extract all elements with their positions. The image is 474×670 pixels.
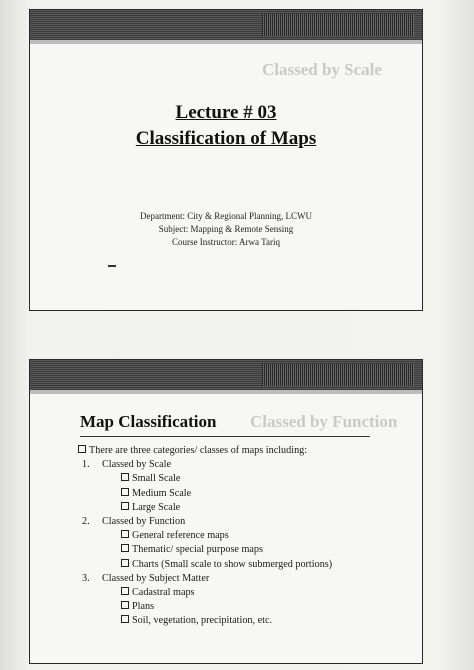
checkbox-bullet-icon xyxy=(121,502,129,510)
list-item: Large Scale xyxy=(78,501,412,515)
slide-map-classification xyxy=(29,359,423,664)
group-number: 3. xyxy=(82,572,90,584)
list-intro: There are three categories/ classes of maps including: xyxy=(78,444,412,458)
checkbox-bullet-icon xyxy=(78,445,86,453)
list-item: Soil, vegetation, precipitation, etc. xyxy=(78,614,412,628)
heading-underline xyxy=(80,436,370,437)
group-function xyxy=(78,515,412,529)
slide-heading: Map Classification xyxy=(80,412,217,431)
group-subject-matter xyxy=(78,572,412,586)
slide-header-divider xyxy=(30,40,422,44)
slide-header-divider xyxy=(30,390,422,394)
checkbox-bullet-icon xyxy=(121,615,129,623)
list-item: Medium Scale xyxy=(78,487,412,501)
lecture-title xyxy=(30,100,422,152)
list-item: Charts (Small scale to show submerged portions) xyxy=(78,558,412,572)
instructor-text: Course Instructor: Arwa Tariq xyxy=(172,237,280,247)
checkbox-bullet-icon xyxy=(121,488,129,496)
lecture-topic: Classification of Maps xyxy=(135,128,317,149)
checkbox-bullet-icon xyxy=(121,587,129,595)
checkbox-bullet-icon xyxy=(121,473,129,481)
classification-list xyxy=(78,444,412,629)
checkbox-bullet-icon xyxy=(121,559,129,567)
lecture-number: Lecture # 03 xyxy=(175,102,277,123)
list-item: Small Scale xyxy=(78,472,412,486)
group-label: Classed by Function xyxy=(102,516,186,528)
slide-title xyxy=(29,9,423,311)
slide-header-bar xyxy=(30,10,422,40)
slide-header-bar xyxy=(30,360,422,390)
bleed-through-text: Classed by Function xyxy=(250,412,398,431)
group-scale xyxy=(78,458,412,472)
bleed-through-text: Classed by Scale xyxy=(262,60,382,79)
group-number: 1. xyxy=(82,459,90,471)
group-label: Classed by Scale xyxy=(102,459,172,471)
subject-text: Subject: Mapping & Remote Sensing xyxy=(158,224,294,234)
pen-mark xyxy=(108,265,116,267)
checkbox-bullet-icon xyxy=(121,544,129,552)
list-item: General reference maps xyxy=(78,529,412,543)
list-item: Thematic/ special purpose maps xyxy=(78,543,412,557)
checkbox-bullet-icon xyxy=(121,530,129,538)
group-label: Classed by Subject Matter xyxy=(102,572,210,584)
department-text: Department: City & Regional Planning, LCWU xyxy=(140,211,312,221)
list-item: Cadastral maps xyxy=(78,586,412,600)
course-info xyxy=(30,210,422,249)
group-number: 2. xyxy=(82,516,90,528)
list-item: Plans xyxy=(78,600,412,614)
checkbox-bullet-icon xyxy=(121,601,129,609)
